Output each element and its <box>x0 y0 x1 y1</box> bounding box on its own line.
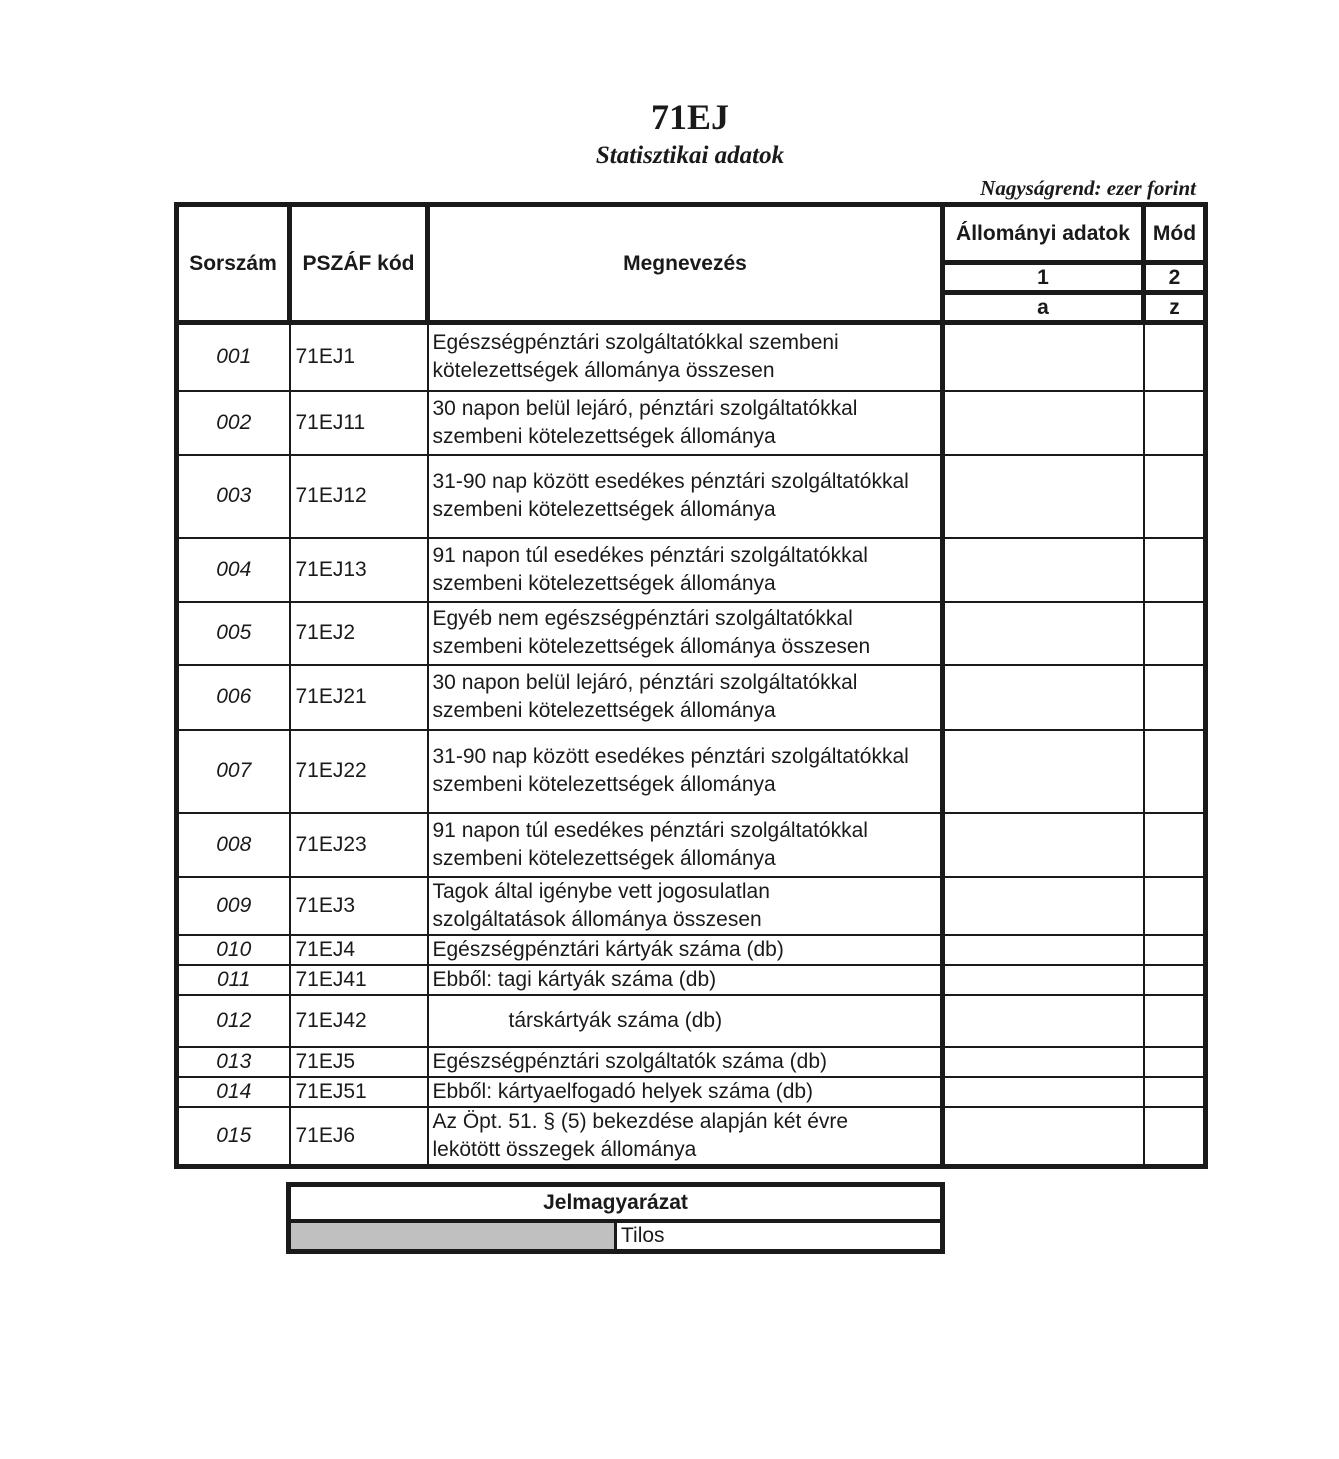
allomanyi-input-cell[interactable] <box>943 665 1144 730</box>
table-row <box>177 813 1206 877</box>
allomanyi-input-cell[interactable] <box>943 391 1144 455</box>
table-row <box>177 1107 1206 1167</box>
allomanyi-input-cell[interactable] <box>943 538 1144 602</box>
mod-input-cell[interactable] <box>1144 391 1206 455</box>
row-sorszam: 012 <box>177 995 290 1047</box>
row-sorszam: 011 <box>177 965 290 995</box>
row-sorszam: 005 <box>177 602 290 665</box>
allomanyi-input-cell[interactable] <box>943 813 1144 877</box>
mod-input-cell[interactable] <box>1144 323 1206 391</box>
allomanyi-input-cell[interactable] <box>943 965 1144 995</box>
row-sorszam: 008 <box>177 813 290 877</box>
table-row <box>177 665 1206 730</box>
table-row <box>177 1047 1206 1077</box>
table-row <box>177 935 1206 965</box>
mod-input-cell[interactable] <box>1144 1107 1206 1167</box>
row-pszaf-kod: 71EJ22 <box>290 730 428 813</box>
table-row <box>177 877 1206 935</box>
mod-input-cell[interactable] <box>1144 877 1206 935</box>
row-pszaf-kod: 71EJ3 <box>290 877 428 935</box>
row-sorszam: 010 <box>177 935 290 965</box>
table-row <box>177 1077 1206 1107</box>
row-pszaf-kod: 71EJ13 <box>290 538 428 602</box>
mod-input-cell[interactable] <box>1144 965 1206 995</box>
allomanyi-input-cell[interactable] <box>943 995 1144 1047</box>
row-sorszam: 003 <box>177 455 290 538</box>
allomanyi-input-cell[interactable] <box>943 730 1144 813</box>
header-pszaf-kod: PSZÁF kód <box>290 205 428 323</box>
row-pszaf-kod: 71EJ41 <box>290 965 428 995</box>
table-row <box>177 391 1206 455</box>
allomanyi-input-cell[interactable] <box>943 323 1144 391</box>
row-megnevezes: Egészségpénztári szolgáltatók száma (db) <box>428 1047 943 1077</box>
header-mod: Mód <box>1144 205 1206 263</box>
mod-input-cell[interactable] <box>1144 1047 1206 1077</box>
row-megnevezes: Ebből: tagi kártyák száma (db) <box>428 965 943 995</box>
row-megnevezes: 91 napon túl esedékes pénztári szolgáltatókkal szembeni kötelezettségek állománya <box>428 813 943 877</box>
row-megnevezes: Egészségpénztári szolgáltatókkal szembeni kötelezettségek állománya összesen <box>428 323 943 391</box>
allomanyi-input-cell[interactable] <box>943 935 1144 965</box>
allomanyi-input-cell[interactable] <box>943 1047 1144 1077</box>
row-pszaf-kod: 71EJ11 <box>290 391 428 455</box>
table-row <box>177 538 1206 602</box>
row-sorszam: 014 <box>177 1077 290 1107</box>
row-megnevezes: 31-90 nap között esedékes pénztári szolgáltatókkal szembeni kötelezettségek állománya <box>428 730 943 813</box>
header-sorszam: Sorszám <box>177 205 290 323</box>
tilos-swatch <box>289 1221 616 1252</box>
row-pszaf-kod: 71EJ2 <box>290 602 428 665</box>
row-pszaf-kod: 71EJ51 <box>290 1077 428 1107</box>
mod-input-cell[interactable] <box>1144 813 1206 877</box>
row-pszaf-kod: 71EJ1 <box>290 323 428 391</box>
table-row <box>177 602 1206 665</box>
mod-input-cell[interactable] <box>1144 538 1206 602</box>
row-megnevezes: 30 napon belül lejáró, pénztári szolgáltatókkal szembeni kötelezettségek állománya <box>428 665 943 730</box>
row-megnevezes: Egyéb nem egészségpénztári szolgáltatókkal szembeni kötelezettségek állománya összesen <box>428 602 943 665</box>
row-pszaf-kod: 71EJ23 <box>290 813 428 877</box>
form-code-title: 71EJ <box>650 97 729 137</box>
table-row <box>177 455 1206 538</box>
header-mod-type: z <box>1144 293 1206 323</box>
row-megnevezes: Az Öpt. 51. § (5) bekezdése alapján két évre lekötött összegek állománya <box>428 1107 943 1167</box>
mod-input-cell[interactable] <box>1144 455 1206 538</box>
table-row <box>177 965 1206 995</box>
allomanyi-input-cell[interactable] <box>943 1107 1144 1167</box>
table-row <box>177 995 1206 1047</box>
row-megnevezes: Ebből: kártyaelfogadó helyek száma (db) <box>428 1077 943 1107</box>
header-allomanyi-type: a <box>943 293 1144 323</box>
mod-input-cell[interactable] <box>1144 730 1206 813</box>
mod-input-cell[interactable] <box>1144 602 1206 665</box>
row-megnevezes: Egészségpénztári kártyák száma (db) <box>428 935 943 965</box>
allomanyi-input-cell[interactable] <box>943 455 1144 538</box>
row-sorszam: 002 <box>177 391 290 455</box>
header-allomanyi-number: 1 <box>943 263 1144 293</box>
mod-input-cell[interactable] <box>1144 995 1206 1047</box>
row-sorszam: 007 <box>177 730 290 813</box>
statistics-table <box>174 202 1208 1169</box>
row-megnevezes: Tagok által igénybe vett jogosulatlan szolgáltatások állománya összesen <box>428 877 943 935</box>
row-sorszam: 006 <box>177 665 290 730</box>
row-sorszam: 001 <box>177 323 290 391</box>
allomanyi-input-cell[interactable] <box>943 1077 1144 1107</box>
mod-input-cell[interactable] <box>1144 1077 1206 1107</box>
row-megnevezes: 31-90 nap között esedékes pénztári szolgáltatókkal szembeni kötelezettségek állománya <box>428 455 943 538</box>
legend-title: Jelmagyarázat <box>289 1185 943 1222</box>
row-sorszam: 004 <box>177 538 290 602</box>
row-pszaf-kod: 71EJ4 <box>290 935 428 965</box>
mod-input-cell[interactable] <box>1144 935 1206 965</box>
row-pszaf-kod: 71EJ6 <box>290 1107 428 1167</box>
header-mod-number: 2 <box>1144 263 1206 293</box>
unit-label: Nagyságrend: ezer forint <box>980 176 1196 200</box>
form-subtitle: Statisztikai adatok <box>595 142 785 169</box>
header-allomanyi-adatok: Állományi adatok <box>943 205 1144 263</box>
header-megnevezes: Megnevezés <box>428 205 943 323</box>
legend-table <box>286 1182 945 1254</box>
table-row <box>177 730 1206 813</box>
row-pszaf-kod: 71EJ42 <box>290 995 428 1047</box>
row-sorszam: 015 <box>177 1107 290 1167</box>
allomanyi-input-cell[interactable] <box>943 602 1144 665</box>
mod-input-cell[interactable] <box>1144 665 1206 730</box>
tilos-label: Tilos <box>621 1224 665 1247</box>
row-pszaf-kod: 71EJ12 <box>290 455 428 538</box>
allomanyi-input-cell[interactable] <box>943 877 1144 935</box>
row-pszaf-kod: 71EJ5 <box>290 1047 428 1077</box>
row-sorszam: 009 <box>177 877 290 935</box>
row-megnevezes: 91 napon túl esedékes pénztári szolgáltatókkal szembeni kötelezettségek állománya <box>428 538 943 602</box>
row-megnevezes: társkártyák száma (db) <box>428 995 943 1047</box>
row-megnevezes: 30 napon belül lejáró, pénztári szolgáltatókkal szembeni kötelezettségek állománya <box>428 391 943 455</box>
row-pszaf-kod: 71EJ21 <box>290 665 428 730</box>
row-sorszam: 013 <box>177 1047 290 1077</box>
table-row <box>177 323 1206 391</box>
